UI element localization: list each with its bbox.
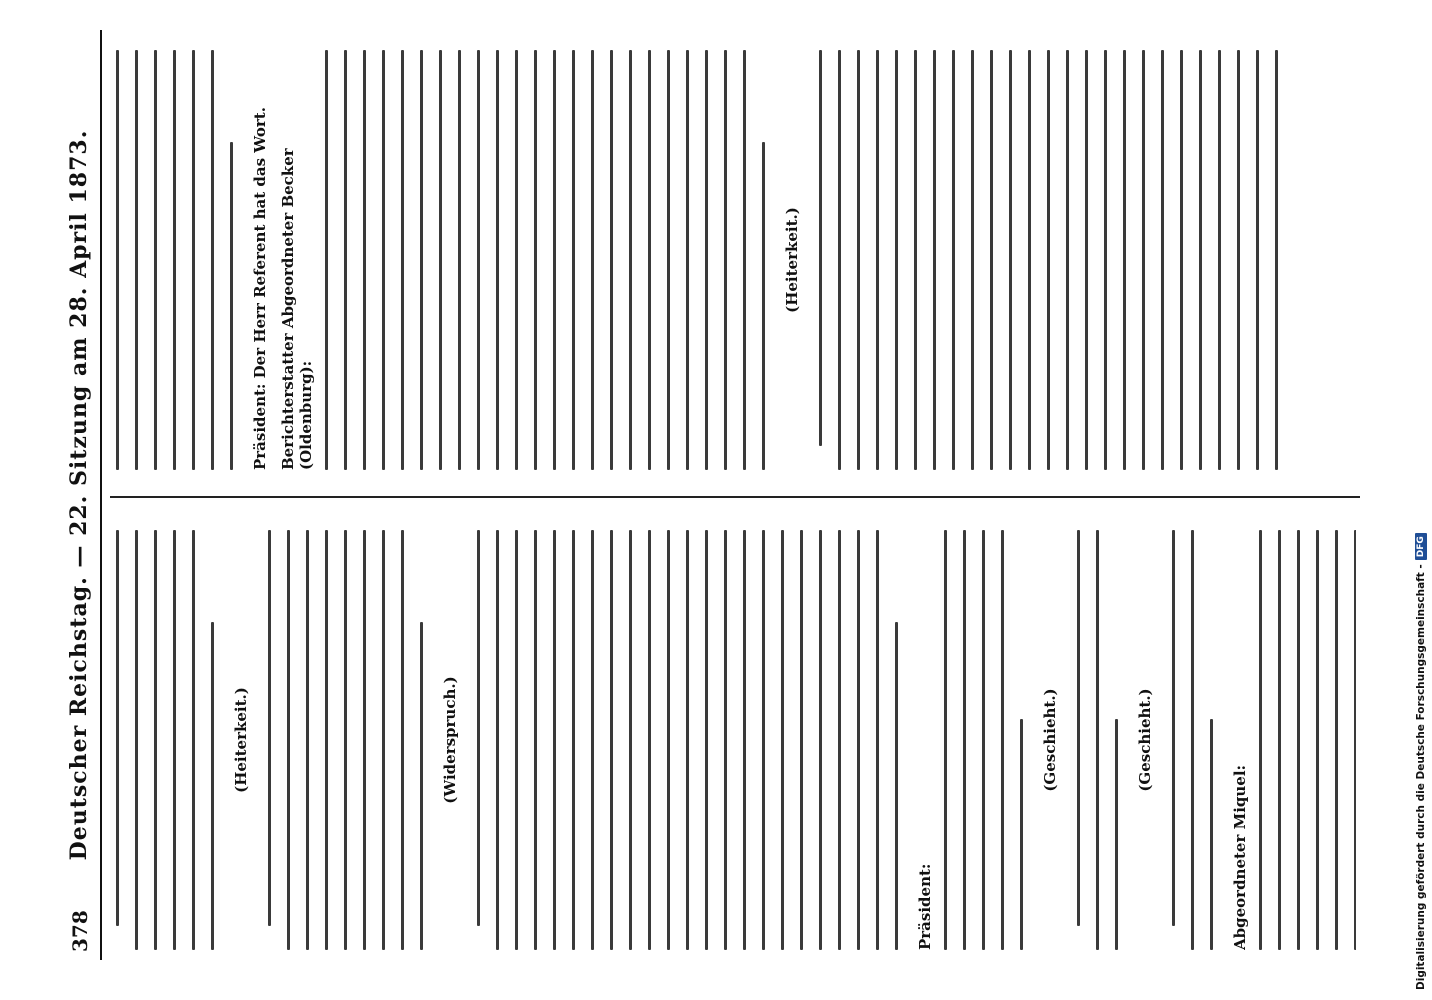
text-line-placeholder: [192, 530, 195, 950]
text-block: [819, 50, 1278, 470]
text-line-placeholder: [648, 530, 651, 950]
text-line-placeholder: [686, 530, 689, 950]
text-line-placeholder: [553, 50, 556, 470]
text-line-placeholder: [743, 50, 746, 470]
text-line-placeholder: [762, 142, 765, 470]
text-line-placeholder: [287, 530, 290, 950]
text-line-placeholder: [192, 50, 195, 470]
credit-text: Digitalisierung gefördert durch die Deutsche Forschungsgemeinschaft -: [1415, 564, 1427, 990]
text-line-placeholder: [325, 530, 328, 950]
text-line-placeholder: [1256, 50, 1259, 470]
text-line-placeholder: [762, 530, 765, 950]
text-line-placeholder: [116, 530, 119, 926]
text-line-placeholder: [705, 530, 708, 950]
text-line-placeholder: [1191, 530, 1194, 950]
text-line-placeholder: [667, 50, 670, 470]
text-block: [1077, 530, 1118, 950]
text-line-placeholder: [1077, 530, 1080, 926]
speaker-label: Präsident:: [916, 863, 934, 950]
text-line-placeholder: [401, 50, 404, 470]
text-line-placeholder: [971, 50, 974, 470]
rotated-page: [60, 30, 1370, 960]
text-line-placeholder: [135, 530, 138, 950]
right-column: [116, 50, 1356, 470]
text-line-placeholder: [230, 142, 233, 470]
text-line-placeholder: [781, 530, 784, 950]
text-line-placeholder: [1123, 50, 1126, 470]
speaker-label: Präsident: Der Herr Referent hat das Wort.: [251, 107, 269, 470]
text-block: [116, 530, 214, 950]
text-line-placeholder: [591, 50, 594, 470]
text-line-placeholder: [591, 530, 594, 950]
text-line-placeholder: [534, 530, 537, 950]
text-line-placeholder: [382, 50, 385, 470]
text-line-placeholder: [1199, 50, 1202, 470]
stage-direction: (Heiterkeit.): [232, 687, 250, 793]
speaker-label: Abgeordneter Miquel:: [1231, 764, 1249, 950]
text-line-placeholder: [496, 50, 499, 470]
text-line-placeholder: [895, 622, 898, 950]
text-line-placeholder: [1104, 50, 1107, 470]
text-line-placeholder: [401, 530, 404, 950]
text-line-placeholder: [515, 530, 518, 950]
page-number: 378: [68, 910, 92, 952]
text-line-placeholder: [1115, 719, 1118, 950]
text-line-placeholder: [819, 530, 822, 950]
text-line-placeholder: [933, 50, 936, 470]
text-line-placeholder: [857, 530, 860, 950]
text-line-placeholder: [1047, 50, 1050, 470]
text-line-placeholder: [1275, 50, 1278, 470]
text-line-placeholder: [1237, 50, 1240, 470]
stage-direction: (Widerspruch.): [441, 676, 459, 804]
stage-direction: (Geschieht.): [1136, 688, 1154, 792]
text-line-placeholder: [268, 530, 271, 926]
text-line-placeholder: [895, 50, 898, 470]
text-line-placeholder: [705, 50, 708, 470]
text-line-placeholder: [477, 530, 480, 926]
text-line-placeholder: [363, 50, 366, 470]
text-line-placeholder: [944, 530, 947, 950]
left-column: [116, 530, 1356, 950]
text-line-placeholder: [724, 530, 727, 950]
text-block: [116, 50, 233, 470]
text-line-placeholder: [344, 50, 347, 470]
text-line-placeholder: [1259, 530, 1262, 950]
text-line-placeholder: [819, 50, 822, 446]
text-line-placeholder: [306, 530, 309, 950]
text-line-placeholder: [952, 50, 955, 470]
text-line-placeholder: [610, 530, 613, 950]
text-line-placeholder: [667, 530, 670, 950]
text-line-placeholder: [914, 50, 917, 470]
text-line-placeholder: [420, 50, 423, 470]
text-line-placeholder: [982, 530, 985, 950]
text-line-placeholder: [1142, 50, 1145, 470]
text-line-placeholder: [116, 50, 119, 470]
running-title: Deutscher Reichstag. — 22. Sitzung am 28. April 1873.: [66, 129, 92, 861]
text-line-placeholder: [553, 530, 556, 950]
text-line-placeholder: [154, 530, 157, 950]
text-line-placeholder: [154, 50, 157, 470]
text-line-placeholder: [572, 50, 575, 470]
text-line-placeholder: [1354, 530, 1356, 950]
text-line-placeholder: [211, 622, 214, 950]
text-block: [1172, 530, 1213, 950]
text-line-placeholder: [876, 530, 879, 950]
text-line-placeholder: [173, 530, 176, 950]
text-line-placeholder: [135, 50, 138, 470]
text-line-placeholder: [876, 50, 879, 470]
text-line-placeholder: [857, 50, 860, 470]
text-line-placeholder: [1210, 719, 1213, 950]
text-line-placeholder: [173, 50, 176, 470]
text-line-placeholder: [344, 530, 347, 950]
text-line-placeholder: [1180, 50, 1183, 470]
text-line-placeholder: [1096, 530, 1099, 950]
text-line-placeholder: [1001, 530, 1004, 950]
text-line-placeholder: [572, 530, 575, 950]
text-line-placeholder: [743, 530, 746, 950]
text-line-placeholder: [800, 530, 803, 950]
text-line-placeholder: [363, 530, 366, 950]
text-block: [325, 50, 765, 470]
text-line-placeholder: [1335, 530, 1338, 950]
text-line-placeholder: [629, 50, 632, 470]
stage-direction: (Geschieht.): [1041, 688, 1059, 792]
text-line-placeholder: [477, 50, 480, 470]
text-block: [944, 530, 1023, 950]
text-line-placeholder: [686, 50, 689, 470]
text-line-placeholder: [211, 50, 214, 470]
text-line-placeholder: [1009, 50, 1012, 470]
text-line-placeholder: [648, 50, 651, 470]
text-line-placeholder: [420, 622, 423, 950]
text-line-placeholder: [1085, 50, 1088, 470]
text-line-placeholder: [1278, 530, 1281, 950]
dfg-logo: DFG: [1415, 533, 1427, 560]
stage-direction: (Heiterkeit.): [783, 207, 801, 313]
funding-credit: [1415, 533, 1427, 990]
text-line-placeholder: [838, 530, 841, 950]
text-line-placeholder: [1218, 50, 1221, 470]
text-line-placeholder: [724, 50, 727, 470]
text-line-placeholder: [458, 50, 461, 470]
text-line-placeholder: [610, 50, 613, 470]
text-line-placeholder: [1316, 530, 1319, 950]
text-line-placeholder: [1028, 50, 1031, 470]
speaker-label: Berichterstatter Abgeordneter Becker (Oldenburg):: [279, 148, 315, 470]
text-block: [1259, 530, 1356, 950]
text-line-placeholder: [1161, 50, 1164, 470]
text-line-placeholder: [1172, 530, 1175, 926]
text-line-placeholder: [534, 50, 537, 470]
text-line-placeholder: [838, 50, 841, 470]
text-block: [477, 530, 898, 950]
text-line-placeholder: [496, 530, 499, 950]
text-line-placeholder: [963, 530, 966, 950]
text-block: [268, 530, 423, 950]
text-line-placeholder: [1066, 50, 1069, 470]
text-line-placeholder: [382, 530, 385, 950]
text-line-placeholder: [1297, 530, 1300, 950]
text-line-placeholder: [325, 50, 328, 470]
text-line-placeholder: [439, 50, 442, 470]
page-header: [60, 30, 102, 960]
text-line-placeholder: [990, 50, 993, 470]
column-divider: [110, 496, 1360, 498]
text-line-placeholder: [1020, 719, 1023, 950]
text-line-placeholder: [515, 50, 518, 470]
text-line-placeholder: [629, 530, 632, 950]
